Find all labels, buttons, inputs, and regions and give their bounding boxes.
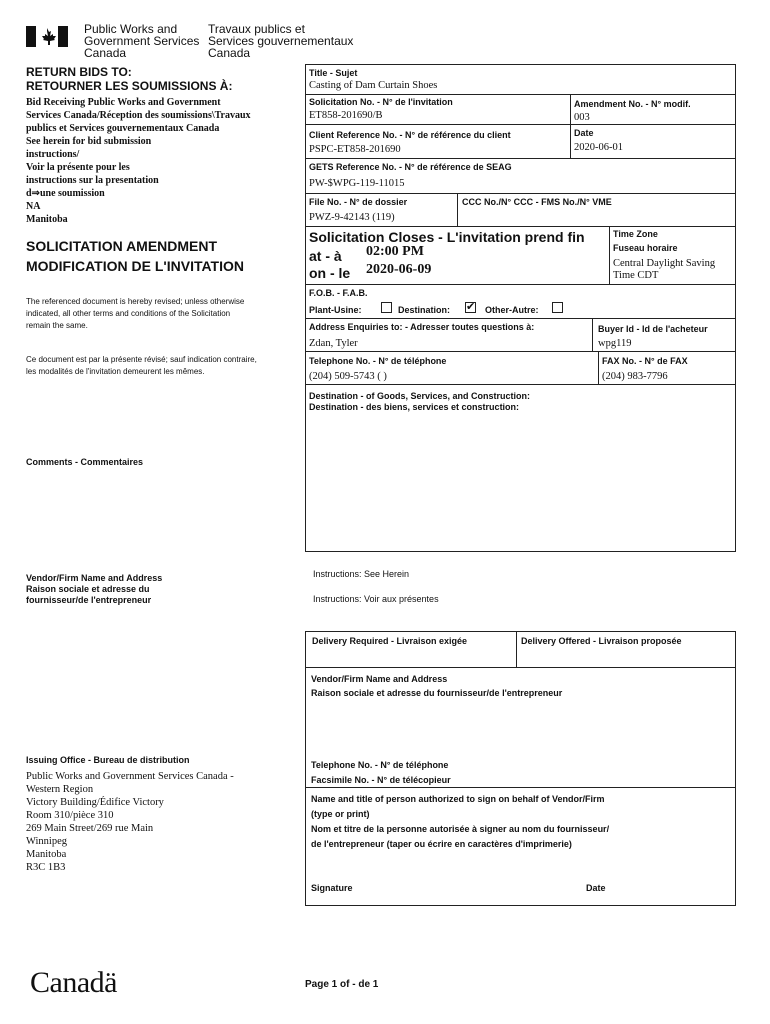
address-line: See herein for bid submission xyxy=(26,136,152,147)
signature-label: Signature xyxy=(311,883,353,893)
delivery-offered-label: Delivery Offered - Livraison proposée xyxy=(521,636,682,646)
address-line: Bid Receiving Public Works and Government xyxy=(26,97,221,108)
address-line: Public Works and Government Services Canada - xyxy=(26,771,234,782)
closes-time: 02:00 PM xyxy=(366,244,424,259)
address-line: Room 310/pièce 310 xyxy=(26,810,114,821)
instructions-en: Instructions: See Herein xyxy=(313,569,410,579)
note-line: indicated, all other terms and conditions of the Solicitation xyxy=(26,309,231,318)
amendment-label: Amendment No. - N° modif. xyxy=(574,99,691,109)
address-line: 269 Main Street/269 rue Main xyxy=(26,823,154,834)
plant-label: Plant-Usine: xyxy=(309,305,362,315)
vendor-telephone-label: Telephone No. - N° de téléphone xyxy=(311,760,449,770)
note-line: les modalités de l'invitation demeurent les mêmes. xyxy=(26,367,205,376)
fax-label: FAX No. - N° de FAX xyxy=(602,356,688,366)
department-name-fr: Travaux publics et Services gouvernementaux Canada xyxy=(208,22,354,60)
address-line: Voir la présente pour les xyxy=(26,162,130,173)
file-value: PWZ-9-42143 (119) xyxy=(309,212,395,223)
address-line: Services Canada/Réception des soumissions\Travaux xyxy=(26,110,251,121)
canada-wordmark: Canadä xyxy=(30,966,117,999)
client-ref-label: Client Reference No. - N° de référence du client xyxy=(309,130,511,140)
address-line: NA xyxy=(26,201,41,212)
timezone-value: Central Daylight Saving Time CDT xyxy=(613,258,716,281)
fob-label: F.O.B. - F.A.B. xyxy=(309,288,368,298)
client-ref-value: PSPC-ET858-201690 xyxy=(309,144,401,155)
page-number: Page 1 of - de 1 xyxy=(305,979,379,990)
buyer-value: wpg119 xyxy=(598,338,632,349)
other-checkbox[interactable] xyxy=(552,302,563,313)
title-value: Casting of Dam Curtain Shoes xyxy=(309,80,438,91)
signature-date-label: Date xyxy=(586,883,606,893)
plant-checkbox[interactable] xyxy=(381,302,392,313)
buyer-label: Buyer Id - Id de l'acheteur xyxy=(598,324,708,334)
address-line: Manitoba xyxy=(26,849,67,860)
address-line: Winnipeg xyxy=(26,836,67,847)
destination-checkbox-label: Destination: xyxy=(398,305,451,315)
solicitation-label: Solicitation No. - N° de l'invitation xyxy=(309,97,453,107)
vendor-fax-label: Facsimile No. - N° de télécopieur xyxy=(311,775,451,785)
date-label: Date xyxy=(574,128,594,138)
gets-value: PW-$WPG-119-11015 xyxy=(309,178,405,189)
file-label: File No. - N° de dossier xyxy=(309,197,408,207)
solicitation-value: ET858-201690/B xyxy=(309,110,383,121)
address-line: Manitoba xyxy=(26,214,68,225)
amendment-note-en xyxy=(26,296,244,332)
address-line: Western Region xyxy=(26,784,94,795)
enquiries-label: Address Enquiries to: - Adresser toutes questions à: xyxy=(309,322,535,332)
at-label: at - à xyxy=(309,248,342,264)
destination-checkbox[interactable] xyxy=(465,302,476,313)
note-line: The referenced document is hereby revised; unless otherwise xyxy=(26,297,245,306)
on-label: on - le xyxy=(309,265,351,281)
issuing-office-label: Issuing Office - Bureau de distribution xyxy=(26,755,190,765)
note-line: Ce document est par la présente révisé; sauf indication contraire, xyxy=(26,355,257,364)
address-line: Victory Building/Édifice Victory xyxy=(26,797,164,808)
authorized-person-label: Name and title of person authorized to sign on behalf of Vendor/Firm (type or print) Nom et titre de la personne autorisée à signer au nom du fournisseur/ de l'entrepreneur (taper ou écrire en caractères d'imprimerie) xyxy=(311,794,610,849)
instructions-fr: Instructions: Voir aux présentes xyxy=(313,594,439,604)
address-line: instructions/ xyxy=(26,149,80,160)
closes-label: Solicitation Closes - L'invitation prend fin xyxy=(309,229,585,245)
gets-label: GETS Reference No. - N° de référence de SEAG xyxy=(309,162,512,172)
department-name-en: Public Works and Government Services Canada xyxy=(84,22,200,60)
amendment-title: SOLICITATION AMENDMENT MODIFICATION DE L'INVITATION xyxy=(26,238,244,274)
vendor-label: Vendor/Firm Name and Address Raison sociale et adresse du fournisseur/de l'entrepreneur xyxy=(26,573,163,605)
address-line: instructions sur la presentation xyxy=(26,175,159,186)
issuing-office-address xyxy=(26,770,234,874)
amendment-value: 003 xyxy=(574,112,590,123)
date-value: 2020-06-01 xyxy=(574,142,623,153)
fax-value: (204) 983-7796 xyxy=(602,371,668,382)
closes-date: 2020-06-09 xyxy=(366,262,432,277)
address-line: publics et Services gouvernementaux Canada xyxy=(26,123,220,134)
address-line: R3C 1B3 xyxy=(26,862,66,873)
phone-label: Telephone No. - N° de téléphone xyxy=(309,356,447,366)
address-line: d⇒une soumission xyxy=(26,188,105,199)
return-bids-heading: RETURN BIDS TO: RETOURNER LES SOUMISSIONS À: xyxy=(26,65,233,93)
enquiries-value: Zdan, Tyler xyxy=(309,338,358,349)
delivery-required-label: Delivery Required - Livraison exigée xyxy=(312,636,468,646)
canada-flag-logo xyxy=(26,26,68,47)
timezone-label: Time Zone Fuseau horaire xyxy=(613,229,678,253)
return-bids-address xyxy=(26,96,296,228)
vendor-name-label: Vendor/Firm Name and Address Raison sociale et adresse du fournisseur/de l'entrepreneur xyxy=(311,674,563,698)
title-label: Title - Sujet xyxy=(309,68,358,78)
ccc-label: CCC No./N° CCC - FMS No./N° VME xyxy=(462,197,612,207)
other-label: Other-Autre: xyxy=(485,305,539,315)
phone-value: (204) 509-5743 ( ) xyxy=(309,371,387,382)
note-line: remain the same. xyxy=(26,321,88,330)
amendment-note-fr xyxy=(26,354,257,378)
comments-label: Comments - Commentaires xyxy=(26,457,144,467)
destination-label: Destination - of Goods, Services, and Construction: Destination - des biens, services et construction: xyxy=(309,391,531,412)
